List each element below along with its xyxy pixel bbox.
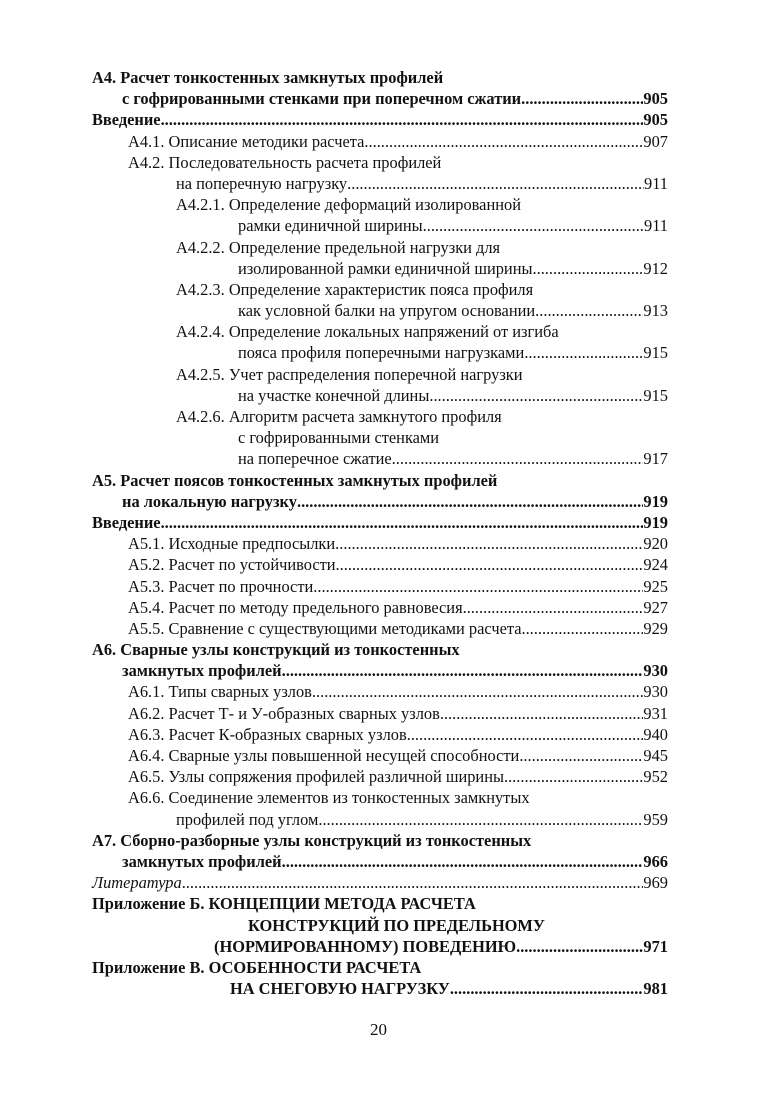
toc-entry-title: А4.2.3. Определение характеристик пояса профиля [176, 279, 534, 299]
dot-leader [392, 448, 644, 469]
toc-entry-title: А5.5. Сравнение с существующими методиками расчета [128, 618, 522, 638]
toc-entry-title: А6.4. Сварные узлы повышенной несущей способности [128, 746, 520, 765]
toc-entry-page: 966 [643, 851, 668, 871]
toc-entry-title: Приложение В. ОСОБЕННОСТИ РАСЧЕТА [92, 957, 422, 977]
toc-entry-title: пояса профиля поперечными нагрузками [238, 343, 525, 363]
dot-leader [519, 745, 643, 766]
toc-entry-title: А4.2.2. Определение предельной нагрузки для [176, 237, 501, 257]
toc-entry-title: А4.2. Последовательность расчета профилей [128, 152, 442, 172]
toc-entry-page: 905 [643, 110, 668, 130]
dot-leader [161, 512, 644, 533]
toc-entry-page: 930 [643, 682, 668, 702]
toc-entry [92, 152, 668, 173]
toc-entry-title: А6.3. Расчет К-образных сварных узлов [128, 724, 407, 744]
toc-entry [92, 703, 668, 724]
dot-leader [161, 109, 644, 130]
toc-entry [92, 88, 668, 109]
dot-leader [440, 703, 644, 724]
toc-entry-page: 915 [643, 385, 668, 405]
toc-entry-page: 930 [643, 661, 668, 681]
toc-entry [92, 448, 668, 469]
toc-entry [92, 830, 668, 851]
toc-entry [92, 385, 668, 406]
dot-leader [347, 173, 644, 194]
dot-leader [318, 809, 643, 830]
dot-leader [521, 618, 643, 639]
toc-entry-page: 924 [643, 555, 668, 575]
toc-entry [92, 639, 668, 660]
toc-entry [92, 957, 668, 978]
toc-entry [92, 851, 668, 872]
toc-entry [92, 533, 668, 554]
dot-leader [423, 215, 644, 236]
dot-leader [336, 554, 644, 575]
dot-leader [297, 491, 643, 512]
toc-entry-page: 915 [643, 343, 668, 363]
toc-entry [92, 215, 668, 236]
dot-leader [335, 533, 643, 554]
dot-leader [521, 88, 643, 109]
toc-entry-title: А6.2. Расчет Т- и У-образных сварных узлов [128, 703, 440, 723]
dot-leader [535, 300, 643, 321]
toc-entry-title: Введение [92, 110, 161, 130]
toc-entry-title: А4. Расчет тонкостенных замкнутых профилей [92, 68, 444, 87]
toc-entry-page: 911 [644, 216, 668, 236]
toc-entry-title: А4.2.4. Определение локальных напряжений от изгиба [176, 322, 559, 342]
dot-leader [463, 597, 644, 618]
toc-entry-title: на участке конечной длины [238, 385, 430, 405]
toc-entry-page: 931 [643, 703, 668, 723]
toc-entry-title: А6.5. Узлы сопряжения профилей различной ширины [128, 767, 504, 787]
toc-entry-page: 907 [643, 131, 668, 151]
toc-entry-title: с гофрированными стенками при поперечном сжатии [122, 89, 522, 109]
toc-entry [92, 109, 668, 130]
toc-entry-page: 952 [643, 767, 668, 787]
toc-entry-title: с гофрированными стенками [238, 428, 440, 448]
page-number: 20 [370, 1020, 387, 1039]
toc-entry-title: профилей под углом [176, 809, 319, 829]
toc-entry-page: 945 [643, 746, 668, 765]
toc-entry-title: на локальную нагрузку [122, 491, 297, 511]
toc-entry [92, 491, 668, 512]
toc-entry-page: 920 [643, 534, 668, 554]
toc-entry-page: 917 [643, 449, 668, 469]
toc-entry-title: на поперечное сжатие [238, 449, 392, 469]
toc-entry [92, 936, 668, 957]
dot-leader [516, 936, 643, 957]
dot-leader [364, 131, 643, 152]
dot-leader [312, 681, 644, 702]
toc-entry-page: 911 [644, 173, 668, 193]
toc-entry [92, 321, 668, 342]
toc-entry [92, 978, 668, 999]
toc-entry [92, 512, 668, 533]
toc-entry [92, 342, 668, 363]
toc-entry-title: А5.2. Расчет по устойчивости [128, 555, 336, 575]
toc-entry-page: 969 [643, 873, 668, 893]
toc-entry [92, 554, 668, 575]
toc-entry-title: А4.2.5. Учет распределения поперечной нагрузки [176, 364, 523, 384]
toc-entry-page: 940 [643, 724, 668, 744]
toc-entry-title: как условной балки на упругом основании [238, 301, 536, 321]
toc-entry-title: изолированной рамки единичной ширины [238, 258, 533, 278]
toc-entry-title: НА СНЕГОВУЮ НАГРУЗКУ [230, 979, 450, 999]
table-of-contents [92, 67, 668, 999]
toc-entry-page: 929 [643, 618, 668, 638]
toc-entry-page: 927 [643, 597, 668, 617]
dot-leader [533, 258, 644, 279]
toc-entry-page: 919 [643, 512, 668, 532]
toc-entry-page: 919 [643, 491, 668, 511]
toc-entry-title: А6.6. Соединение элементов из тонкостенных замкнутых [128, 788, 530, 808]
toc-entry [92, 300, 668, 321]
toc-entry [92, 427, 668, 448]
toc-entry [92, 364, 668, 385]
toc-entry-title: А5.3. Расчет по прочности [128, 576, 314, 596]
toc-entry [92, 279, 668, 300]
dot-leader [504, 766, 643, 787]
toc-entry-page: 971 [643, 936, 668, 956]
toc-entry [92, 660, 668, 681]
toc-entry [92, 67, 668, 88]
toc-entry [92, 893, 668, 914]
dot-leader [450, 978, 644, 999]
toc-entry-title: А4.2.6. Алгоритм расчета замкнутого профиля [176, 407, 502, 426]
toc-entry-title: Литература [92, 873, 182, 893]
toc-entry-title: А6. Сварные узлы конструкций из тонкостенных [92, 640, 460, 660]
dot-leader [429, 385, 643, 406]
toc-entry-title: (НОРМИРОВАННОМУ) ПОВЕДЕНИЮ [214, 936, 517, 956]
toc-entry-page: 912 [643, 258, 668, 278]
toc-entry-page: 925 [643, 576, 668, 596]
toc-entry-title: рамки единичной ширины [238, 216, 423, 236]
toc-entry [92, 173, 668, 194]
toc-entry-title: А4.2.1. Определение деформаций изолированной [176, 195, 521, 215]
toc-entry-title: А6.1. Типы сварных узлов [128, 682, 312, 702]
toc-entry [92, 681, 668, 702]
toc-entry [92, 724, 668, 745]
toc-entry-title: А5. Расчет поясов тонкостенных замкнутых профилей [92, 470, 498, 490]
toc-entry-title: замкнутых профилей [122, 661, 282, 681]
toc-entry [92, 470, 668, 491]
toc-entry-title: замкнутых профилей [122, 851, 282, 871]
toc-entry-page: 981 [643, 979, 668, 999]
dot-leader [282, 660, 644, 681]
toc-entry-page: 913 [643, 301, 668, 321]
toc-entry-title: А4.1. Описание методики расчета [128, 131, 365, 151]
dot-leader [524, 342, 643, 363]
toc-entry-title: А7. Сборно-разборные узлы конструкций из тонкостенных [92, 830, 532, 850]
toc-entry [92, 872, 668, 893]
toc-entry-title: на поперечную нагрузку [176, 173, 348, 193]
toc-entry [92, 597, 668, 618]
toc-entry-title: Введение [92, 512, 161, 532]
toc-entry [92, 131, 668, 152]
dot-leader [313, 576, 643, 597]
toc-entry-title: А5.1. Исходные предпосылки [128, 534, 336, 554]
toc-entry [92, 576, 668, 597]
toc-entry [92, 618, 668, 639]
toc-entry-title: А5.4. Расчет по методу предельного равновесия [128, 597, 463, 617]
dot-leader [282, 851, 644, 872]
toc-entry [92, 258, 668, 279]
dot-leader [182, 872, 644, 893]
toc-entry [92, 787, 668, 808]
toc-entry [92, 745, 668, 766]
toc-entry [92, 915, 668, 936]
toc-entry [92, 809, 668, 830]
toc-entry-title: КОНСТРУКЦИЙ ПО ПРЕДЕЛЬНОМУ [248, 915, 545, 935]
dot-leader [407, 724, 644, 745]
toc-entry-page: 905 [643, 89, 668, 109]
toc-entry [92, 237, 668, 258]
toc-entry [92, 194, 668, 215]
toc-entry [92, 406, 668, 427]
toc-entry [92, 766, 668, 787]
toc-entry-title: Приложение Б. КОНЦЕПЦИИ МЕТОДА РАСЧЕТА [92, 894, 476, 914]
toc-entry-page: 959 [643, 809, 668, 829]
